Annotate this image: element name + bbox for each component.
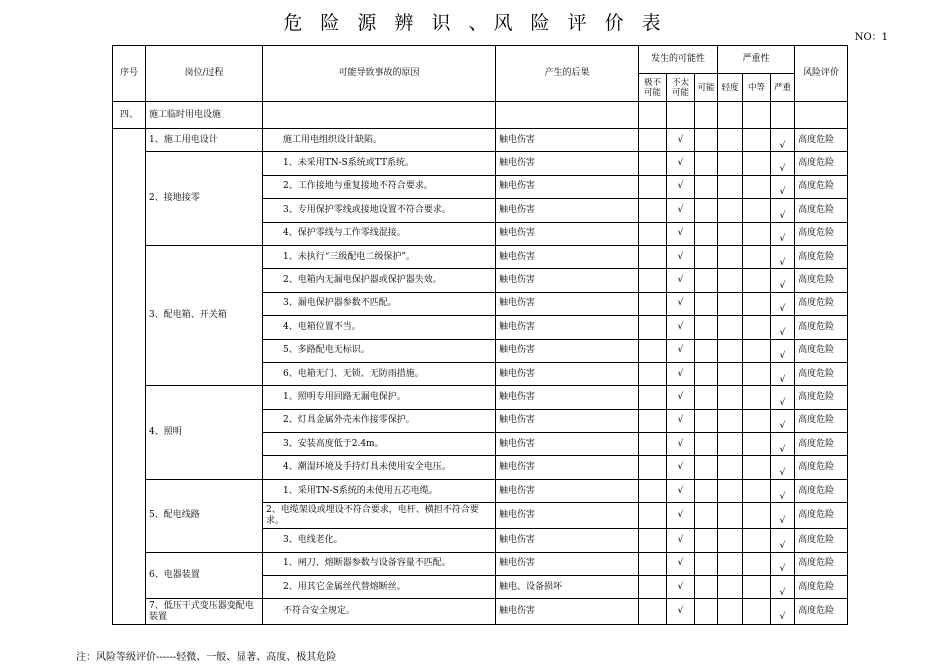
check-mark: √: [677, 438, 684, 449]
table-row: [113, 245, 848, 268]
empty-cell: [639, 552, 667, 575]
check-mark: √: [677, 391, 684, 402]
severity-check: [771, 456, 795, 479]
empty-cell: [639, 362, 667, 385]
risk-cell: 高度危险: [795, 529, 848, 552]
check-mark: √: [677, 298, 684, 309]
header-l3: 可能: [695, 74, 718, 102]
severity-check: [771, 362, 795, 385]
result-cell: 触电伤害: [496, 175, 639, 198]
empty-cell: [639, 292, 667, 315]
check-mark: √: [677, 321, 684, 332]
check-mark: √: [779, 257, 786, 268]
check-mark: √: [677, 134, 684, 145]
result-cell: 触电伤害: [496, 409, 639, 432]
seq-cell: [113, 129, 146, 625]
risk-cell: 高度危险: [795, 479, 848, 502]
empty-cell: [718, 245, 743, 268]
likelihood-check: [667, 529, 695, 552]
empty-cell: [695, 316, 718, 339]
empty-cell: [743, 152, 771, 175]
cause-cell: 3、电线老化。: [263, 529, 496, 552]
empty-cell: [743, 199, 771, 222]
likelihood-check: [667, 339, 695, 362]
empty-cell: [718, 199, 743, 222]
empty-cell: [743, 292, 771, 315]
check-mark: √: [779, 374, 786, 385]
severity-check: [771, 503, 795, 529]
empty-cell: [718, 292, 743, 315]
check-mark: √: [677, 510, 684, 521]
table-row: [113, 552, 848, 575]
risk-cell: 高度危险: [795, 269, 848, 292]
risk-assessment-table: [112, 45, 848, 625]
risk-cell: 高度危险: [795, 292, 848, 315]
empty-cell: [743, 129, 771, 152]
severity-check: [771, 479, 795, 502]
empty-cell: [743, 339, 771, 362]
check-mark: √: [779, 468, 786, 479]
empty-cell: [743, 503, 771, 529]
check-mark: √: [779, 187, 786, 198]
check-mark: √: [779, 564, 786, 575]
empty-cell: [743, 316, 771, 339]
check-mark: √: [677, 228, 684, 239]
empty-cell: [718, 529, 743, 552]
likelihood-check: [667, 362, 695, 385]
result-cell: 触电伤害: [496, 316, 639, 339]
severity-check: [771, 386, 795, 409]
empty-cell: [718, 362, 743, 385]
result-cell: 触电伤害: [496, 199, 639, 222]
result-cell: 触电伤害: [496, 386, 639, 409]
check-mark: √: [779, 516, 786, 527]
header-s1: 轻度: [718, 74, 743, 102]
check-mark: √: [779, 140, 786, 151]
result-cell: 触电伤害: [496, 529, 639, 552]
likelihood-check: [667, 222, 695, 245]
empty-cell: [695, 576, 718, 599]
severity-check: [771, 433, 795, 456]
empty-cell: [718, 129, 743, 152]
risk-cell: 高度危险: [795, 386, 848, 409]
empty-cell: [639, 599, 667, 625]
empty-cell: [639, 386, 667, 409]
empty-cell: [639, 529, 667, 552]
cause-cell: 2、用其它金属丝代替熔断丝。: [263, 576, 496, 599]
empty-cell: [743, 269, 771, 292]
cause-cell: 4、保护零线与工作零线混接。: [263, 222, 496, 245]
empty-cell: [695, 199, 718, 222]
likelihood-check: [667, 199, 695, 222]
header-l2: 不太可能: [667, 74, 695, 102]
empty-cell: [718, 503, 743, 529]
empty-cell: [743, 479, 771, 502]
empty-cell: [639, 152, 667, 175]
empty-cell: [639, 222, 667, 245]
check-mark: √: [677, 251, 684, 262]
severity-check: [771, 292, 795, 315]
cause-cell: 3、专用保护零线或接地设置不符合要求。: [263, 199, 496, 222]
empty-cell: [743, 409, 771, 432]
likelihood-check: [667, 152, 695, 175]
group-name: 7、低压干式变压器变配电装置: [146, 599, 263, 625]
empty-cell: [639, 175, 667, 198]
empty-cell: [695, 409, 718, 432]
severity-check: [771, 552, 795, 575]
check-mark: √: [779, 421, 786, 432]
empty-cell: [718, 456, 743, 479]
section-name: 施工临时用电设施: [146, 102, 263, 129]
result-cell: 触电伤害: [496, 552, 639, 575]
check-mark: √: [677, 485, 684, 496]
cause-cell: 4、电箱位置不当。: [263, 316, 496, 339]
check-mark: √: [779, 281, 786, 292]
header-l1: 极不可能: [639, 74, 667, 102]
section-number: 四、: [113, 102, 146, 129]
severity-check: [771, 245, 795, 268]
empty-cell: [695, 245, 718, 268]
result-cell: 触电伤害: [496, 222, 639, 245]
likelihood-check: [667, 129, 695, 152]
severity-check: [771, 529, 795, 552]
header-likelihood: 发生的可能性: [639, 46, 718, 74]
cause-cell: 1、闸刀、熔断器参数与设备容量不匹配。: [263, 552, 496, 575]
empty-cell: [695, 175, 718, 198]
likelihood-check: [667, 245, 695, 268]
empty-cell: [639, 269, 667, 292]
empty-cell: [639, 456, 667, 479]
result-cell: 触电伤害: [496, 339, 639, 362]
cause-cell: 1、采用TN-S系统的未使用五芯电缆。: [263, 479, 496, 502]
likelihood-check: [667, 386, 695, 409]
empty-cell: [718, 316, 743, 339]
check-mark: √: [779, 234, 786, 245]
check-mark: √: [779, 397, 786, 408]
empty-cell: [718, 339, 743, 362]
empty-cell: [718, 386, 743, 409]
result-cell: 触电伤害: [496, 269, 639, 292]
result-cell: 触电伤害: [496, 479, 639, 502]
cause-cell: 4、潮湿环境及手持灯具未使用安全电压。: [263, 456, 496, 479]
risk-cell: 高度危险: [795, 175, 848, 198]
risk-cell: 高度危险: [795, 316, 848, 339]
group-name: 6、电器装置: [146, 552, 263, 599]
severity-check: [771, 129, 795, 152]
empty-cell: [695, 456, 718, 479]
empty-cell: [639, 576, 667, 599]
severity-check: [771, 339, 795, 362]
result-cell: 触电、设备损坏: [496, 576, 639, 599]
check-mark: √: [779, 304, 786, 315]
check-mark: √: [677, 345, 684, 356]
table-row: [113, 599, 848, 625]
empty-cell: [639, 479, 667, 502]
check-mark: √: [779, 210, 786, 221]
cause-cell: 2、电缆架设或埋设不符合要求，电杆、横担不符合要求。: [263, 503, 496, 529]
likelihood-check: [667, 552, 695, 575]
empty-cell: [743, 433, 771, 456]
group-name: 5、配电线路: [146, 479, 263, 552]
likelihood-check: [667, 433, 695, 456]
empty-cell: [639, 409, 667, 432]
empty-cell: [718, 175, 743, 198]
empty-cell: [639, 433, 667, 456]
empty-cell: [743, 529, 771, 552]
check-mark: √: [677, 534, 684, 545]
empty-cell: [743, 386, 771, 409]
empty-cell: [718, 152, 743, 175]
severity-check: [771, 409, 795, 432]
group-name: 1、施工用电设计: [146, 129, 263, 152]
risk-cell: 高度危险: [795, 456, 848, 479]
table-row: [113, 152, 848, 175]
empty-cell: [718, 479, 743, 502]
risk-cell: 高度危险: [795, 552, 848, 575]
header-result: 产生的后果: [496, 46, 639, 102]
empty-cell: [743, 245, 771, 268]
empty-cell: [743, 456, 771, 479]
empty-cell: [718, 269, 743, 292]
risk-cell: 高度危险: [795, 199, 848, 222]
empty-cell: [718, 222, 743, 245]
empty-cell: [695, 479, 718, 502]
header-row: [113, 46, 848, 74]
likelihood-check: [667, 456, 695, 479]
empty-cell: [695, 362, 718, 385]
check-mark: √: [677, 558, 684, 569]
check-mark: √: [677, 415, 684, 426]
likelihood-check: [667, 503, 695, 529]
empty-cell: [695, 269, 718, 292]
result-cell: 触电伤害: [496, 456, 639, 479]
empty-cell: [743, 552, 771, 575]
empty-cell: [718, 552, 743, 575]
empty-cell: [695, 152, 718, 175]
check-mark: √: [779, 327, 786, 338]
result-cell: 触电伤害: [496, 129, 639, 152]
result-cell: 触电伤害: [496, 245, 639, 268]
empty-cell: [639, 339, 667, 362]
empty-cell: [695, 503, 718, 529]
likelihood-check: [667, 292, 695, 315]
page-title: 危 险 源 辨 识 、风 险 评 价 表: [283, 12, 667, 34]
header-s3: 严重: [771, 74, 795, 102]
empty-cell: [743, 222, 771, 245]
header-cause: 可能导致事故的原因: [263, 46, 496, 102]
severity-check: [771, 199, 795, 222]
severity-check: [771, 576, 795, 599]
check-mark: √: [677, 204, 684, 215]
table-row: [113, 386, 848, 409]
document-number: NO：1: [854, 32, 888, 43]
likelihood-check: [667, 269, 695, 292]
cause-cell: 3、安装高度低于2.4m。: [263, 433, 496, 456]
empty-cell: [718, 433, 743, 456]
table-row: [113, 479, 848, 502]
empty-cell: [695, 433, 718, 456]
empty-cell: [639, 316, 667, 339]
result-cell: 触电伤害: [496, 503, 639, 529]
group-name: 4、照明: [146, 386, 263, 480]
empty-cell: [695, 386, 718, 409]
cause-cell: 3、漏电保护器参数不匹配。: [263, 292, 496, 315]
risk-cell: 高度危险: [795, 129, 848, 152]
empty-cell: [695, 339, 718, 362]
risk-cell: 高度危险: [795, 599, 848, 625]
likelihood-check: [667, 479, 695, 502]
risk-cell: 高度危险: [795, 222, 848, 245]
empty-cell: [695, 222, 718, 245]
risk-cell: 高度危险: [795, 339, 848, 362]
cause-cell: 1、照明专用回路无漏电保护。: [263, 386, 496, 409]
empty-cell: [743, 576, 771, 599]
check-mark: √: [677, 158, 684, 169]
empty-cell: [695, 129, 718, 152]
result-cell: 触电伤害: [496, 362, 639, 385]
empty-cell: [695, 292, 718, 315]
risk-cell: 高度危险: [795, 245, 848, 268]
risk-cell: 高度危险: [795, 503, 848, 529]
result-cell: 触电伤害: [496, 433, 639, 456]
severity-check: [771, 269, 795, 292]
check-mark: √: [677, 368, 684, 379]
check-mark: √: [779, 351, 786, 362]
empty-cell: [639, 503, 667, 529]
header-s2: 中等: [743, 74, 771, 102]
check-mark: √: [677, 275, 684, 286]
empty-cell: [718, 409, 743, 432]
empty-cell: [743, 175, 771, 198]
group-name: 2、接地接零: [146, 152, 263, 246]
empty-cell: [695, 529, 718, 552]
empty-cell: [718, 599, 743, 625]
risk-cell: 高度危险: [795, 152, 848, 175]
likelihood-check: [667, 409, 695, 432]
cause-cell: 施工用电组织设计缺陷。: [263, 129, 496, 152]
check-mark: √: [677, 606, 684, 617]
cause-cell: 不符合安全规定。: [263, 599, 496, 625]
severity-check: [771, 152, 795, 175]
likelihood-check: [667, 175, 695, 198]
header-seq: 序号: [113, 46, 146, 102]
empty-cell: [639, 129, 667, 152]
empty-cell: [639, 199, 667, 222]
likelihood-check: [667, 316, 695, 339]
cause-cell: 2、工作接地与重复接地不符合要求。: [263, 175, 496, 198]
section-row: [113, 102, 848, 129]
severity-check: [771, 599, 795, 625]
risk-cell: 高度危险: [795, 362, 848, 385]
risk-cell: 高度危险: [795, 576, 848, 599]
empty-cell: [695, 552, 718, 575]
result-cell: 触电伤害: [496, 599, 639, 625]
cause-cell: 5、多路配电无标识。: [263, 339, 496, 362]
severity-check: [771, 175, 795, 198]
check-mark: √: [779, 164, 786, 175]
check-mark: √: [779, 587, 786, 598]
header-severity: 严重性: [718, 46, 795, 74]
check-mark: √: [779, 540, 786, 551]
result-cell: 触电伤害: [496, 292, 639, 315]
severity-check: [771, 316, 795, 339]
likelihood-check: [667, 576, 695, 599]
empty-cell: [695, 599, 718, 625]
result-cell: 触电伤害: [496, 152, 639, 175]
header-post: 岗位/过程: [146, 46, 263, 102]
check-mark: √: [779, 612, 786, 623]
likelihood-check: [667, 599, 695, 625]
cause-cell: 6、电箱无门、无锁、无防雨措施。: [263, 362, 496, 385]
check-mark: √: [677, 581, 684, 592]
footnote: 注：风险等级评价------轻微、一般、显著、高度、极其危险: [76, 652, 337, 663]
cause-cell: 1、未执行“三级配电二级保护”。: [263, 245, 496, 268]
risk-cell: 高度危险: [795, 433, 848, 456]
header-risk: 风险评价: [795, 46, 848, 102]
cause-cell: 2、灯具金属外壳未作接零保护。: [263, 409, 496, 432]
empty-cell: [743, 362, 771, 385]
risk-cell: 高度危险: [795, 409, 848, 432]
check-mark: √: [779, 444, 786, 455]
check-mark: √: [677, 462, 684, 473]
empty-cell: [743, 599, 771, 625]
severity-check: [771, 222, 795, 245]
group-name: 3、配电箱、开关箱: [146, 245, 263, 385]
cause-cell: 1、未采用TN-S系统或TT系统。: [263, 152, 496, 175]
check-mark: √: [677, 181, 684, 192]
empty-cell: [639, 245, 667, 268]
cause-cell: 2、电箱内无漏电保护器或保护器失效。: [263, 269, 496, 292]
check-mark: √: [779, 491, 786, 502]
table-row: [113, 129, 848, 152]
empty-cell: [718, 576, 743, 599]
